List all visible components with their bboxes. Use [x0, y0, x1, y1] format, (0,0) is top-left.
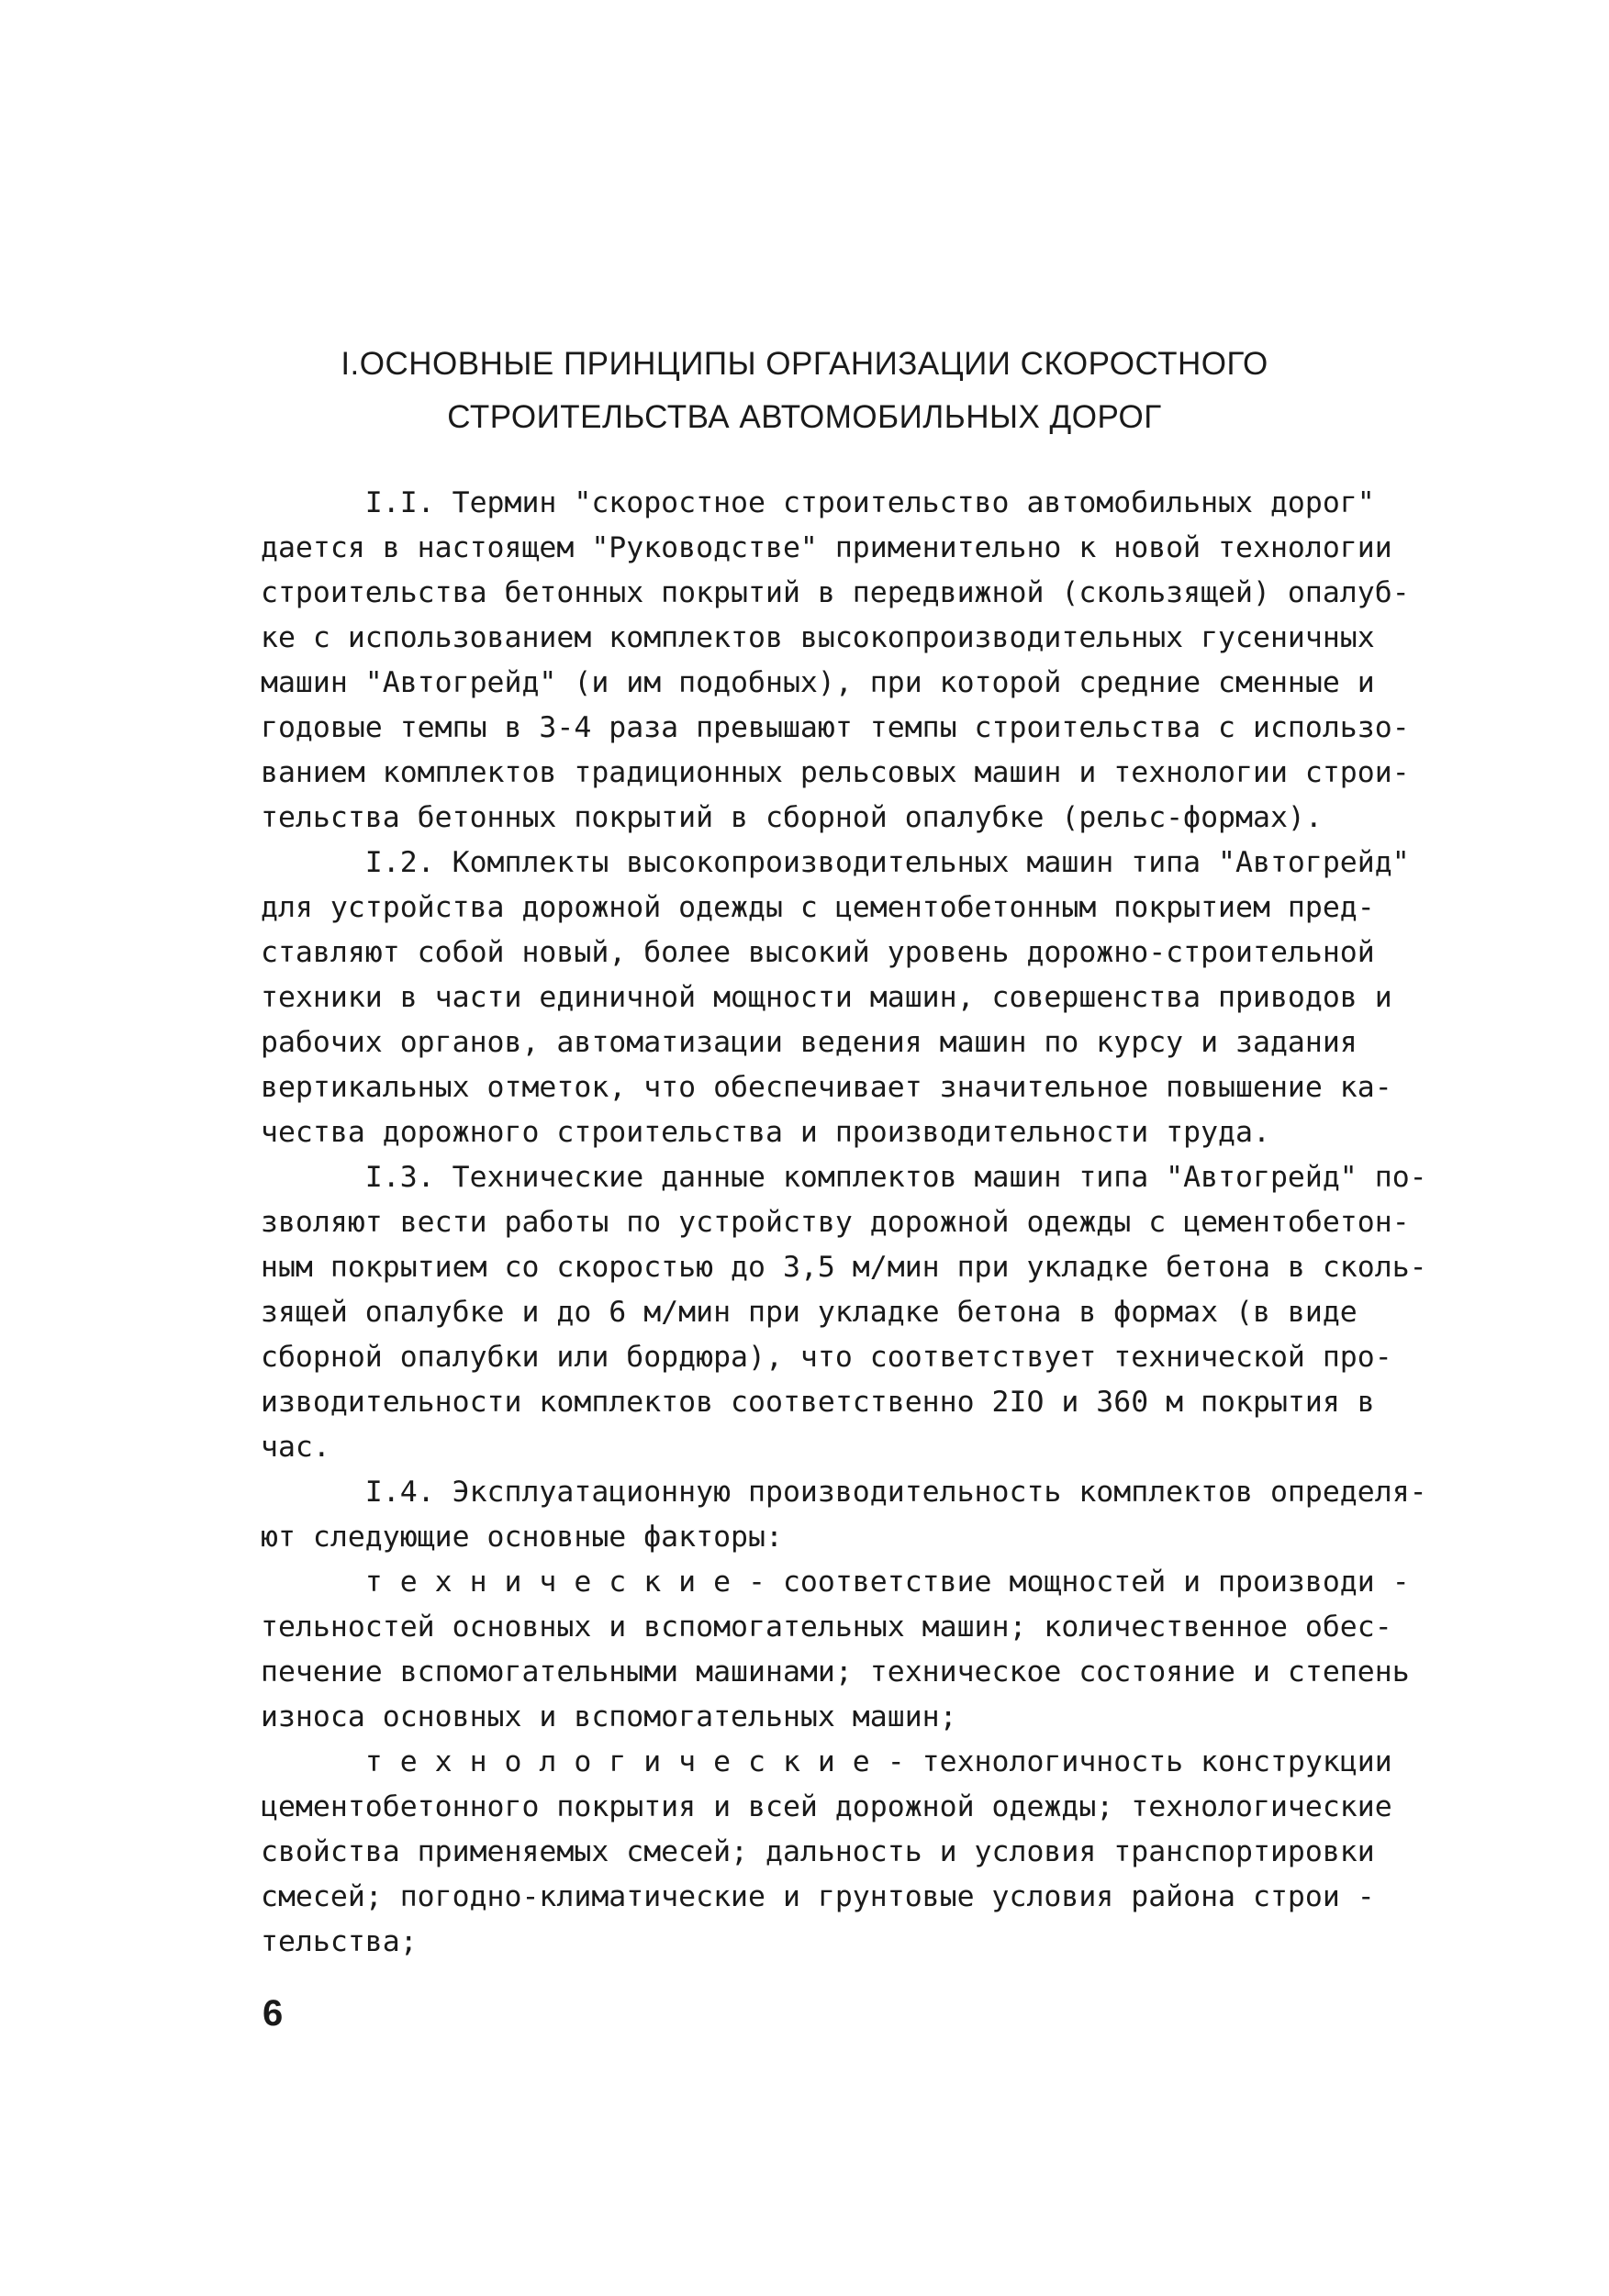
body-text	[261, 481, 1500, 1965]
text-line: вертикальных отметок, что обеспечивает значительное повышение ка-	[261, 1071, 1392, 1104]
text-line: рабочих органов, автоматизации ведения машин по курсу и задания	[261, 1026, 1358, 1059]
section-heading	[0, 338, 1609, 444]
text-line: I.I. Термин "скоростное строительство автомобильных дорог"	[261, 486, 1375, 519]
text-line: годовые темпы в 3-4 раза превышают темпы строительства с использо-	[261, 711, 1410, 744]
text-line: тельства;	[261, 1925, 418, 1958]
text-line: печение вспомогательными машинами; техническое состояние и степень	[261, 1655, 1410, 1689]
text-line: машин "Автогрейд" (и им подобных), при которой средние сменные и	[261, 666, 1375, 699]
heading-line-1: I.ОСНОВНЫЕ ПРИНЦИПЫ ОРГАНИЗАЦИИ СКОРОСТНОГО	[341, 346, 1268, 382]
text-line: I.4. Эксплуатационную производительность комплектов определя-	[261, 1476, 1427, 1509]
text-line: изводительности комплектов соответственно 2IO и 360 м покрытия в	[261, 1386, 1375, 1419]
text-line: т е х н о л о г и ч е с к и е - технологичность конструкции	[261, 1745, 1392, 1778]
text-line: износа основных и вспомогательных машин;	[261, 1700, 957, 1733]
text-line: ставляют собой новый, более высокий уровень дорожно-строительной	[261, 936, 1375, 969]
text-line: тельства бетонных покрытий в сборной опалубке (рельс-формах).	[261, 801, 1323, 834]
text-line: ванием комплектов традиционных рельсовых машин и технологии строи-	[261, 756, 1410, 789]
text-line: для устройства дорожной одежды с цементобетонным покрытием пред-	[261, 891, 1375, 924]
text-line: цементобетонного покрытия и всей дорожной одежды; технологические	[261, 1790, 1392, 1823]
page-number: 6	[263, 1993, 284, 2034]
text-line: техники в части единичной мощности машин, совершенства приводов и	[261, 981, 1392, 1014]
text-line: строительства бетонных покрытий в передвижной (скользящей) опалуб-	[261, 576, 1410, 609]
text-line: час.	[261, 1431, 330, 1464]
text-line: дается в настоящем "Руководстве" применительно к новой технологии	[261, 531, 1392, 564]
heading-line-2: СТРОИТЕЛЬСТВА АВТОМОБИЛЬНЫХ ДОРОГ	[447, 399, 1162, 435]
text-line: зящей опалубке и до 6 м/мин при укладке бетона в формах (в виде	[261, 1296, 1358, 1329]
text-line: I.2. Комплекты высокопроизводительных машин типа "Автогрейд"	[261, 846, 1410, 879]
text-line: свойства применяемых смесей; дальность и условия транспортировки	[261, 1835, 1375, 1868]
text-line: зволяют вести работы по устройству дорожной одежды с цементобетон-	[261, 1206, 1410, 1239]
text-line: чества дорожного строительства и производительности труда.	[261, 1116, 1270, 1149]
text-line: сборной опалубки или бордюра), что соответствует технической про-	[261, 1341, 1392, 1374]
text-line: ют следующие основные факторы:	[261, 1521, 783, 1554]
text-line: смесей; погодно-климатические и грунтовые условия района строи -	[261, 1880, 1375, 1913]
text-line: I.3. Технические данные комплектов машин типа "Автогрейд" по-	[261, 1161, 1427, 1194]
text-line: т е х н и ч е с к и е - соответствие мощностей и производи -	[261, 1566, 1410, 1599]
text-line: ным покрытием со скоростью до 3,5 м/мин при укладке бетона в сколь-	[261, 1251, 1427, 1284]
text-line: тельностей основных и вспомогательных машин; количественное обес-	[261, 1611, 1392, 1644]
text-line: ке с использованием комплектов высокопроизводительных гусеничных	[261, 621, 1375, 654]
